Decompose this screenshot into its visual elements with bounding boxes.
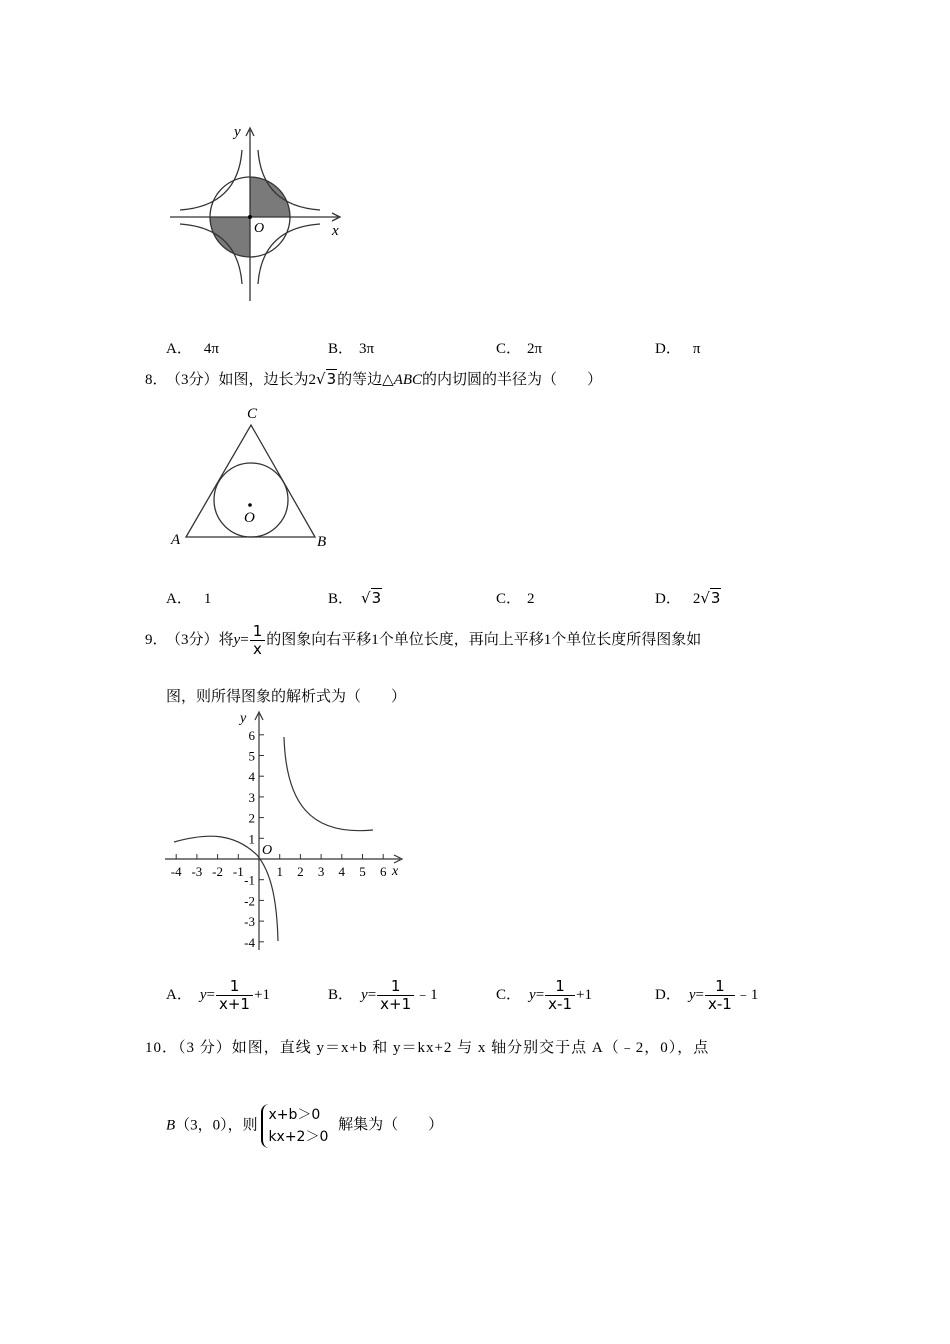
- x-tick-label: 5: [359, 864, 366, 879]
- y-tick-label: -3: [244, 914, 255, 930]
- y-tick-label: -1: [244, 872, 255, 888]
- q9-option-a[interactable]: A． y= $\frac{1}{x+1}$ +1: [166, 977, 270, 1014]
- q9-option-b[interactable]: B． y= $\frac{1}{x+1}$ ﹣1: [328, 977, 438, 1014]
- x-tick-label: -1: [232, 864, 244, 879]
- origin-label: O: [254, 221, 265, 236]
- vertex-a-label: A: [171, 532, 181, 548]
- q9-option-d[interactable]: D． y= $\frac{1}{x-1}$ ﹣1: [655, 977, 759, 1014]
- q10-stem: 10．（3 分）如图，直线 y＝x+b 和 y＝kx+2 与 x 轴分别交于点 A（﹣2，0），点: [145, 1040, 710, 1056]
- q7-option-b[interactable]: B． 3π: [328, 341, 375, 357]
- x-axis-label: x: [392, 864, 399, 879]
- q9-figure: [160, 708, 410, 953]
- y-tick-label: 4: [248, 769, 255, 785]
- vertex-c-label: C: [247, 406, 258, 422]
- q10-stem-line2: B（3，0），则 x+b＞0 kx+2＞0 解集为（ ）: [166, 1104, 443, 1148]
- curve-upper-right: [284, 737, 373, 831]
- q8-figure: [165, 398, 340, 553]
- q7-figure: [160, 118, 360, 308]
- x-tick-label: 1: [276, 864, 283, 879]
- y-tick-label: 3: [248, 789, 255, 805]
- origin-label: O: [262, 843, 273, 858]
- y-tick-label: 5: [248, 748, 255, 764]
- q7-option-d[interactable]: D． π: [655, 341, 701, 357]
- q8-option-c[interactable]: C． 2: [496, 591, 535, 607]
- center-o-label: O: [244, 510, 255, 526]
- x-tick-label: -2: [212, 864, 224, 879]
- y-tick-label: 6: [248, 727, 255, 743]
- q9-stem: 9． （3分）将y= $\frac{1}{x}$ 的图象向右平移1个单位长度，再向上平移1个单位长度所得图象如: [145, 622, 702, 659]
- q7-option-c[interactable]: C． 2π: [496, 341, 543, 357]
- q9-stem-line2: 图，则所得图象的解析式为（ ）: [166, 689, 407, 705]
- x-tick-label: 2: [297, 864, 304, 879]
- x-tick-label: 6: [379, 864, 387, 879]
- y-tick-label: 1: [248, 831, 255, 847]
- x-tick-label: 3: [317, 864, 325, 879]
- y-tick-label: -2: [244, 893, 255, 909]
- x-tick-label: 4: [338, 864, 346, 879]
- q8-option-a[interactable]: A． 1: [166, 591, 212, 607]
- q7-option-a[interactable]: A． 4π: [166, 341, 219, 357]
- x-tick-label: -4: [170, 864, 182, 879]
- q8-option-d[interactable]: D． 2√3: [655, 589, 721, 607]
- x-axis-label: x: [332, 223, 339, 239]
- x-tick-label: -3: [191, 864, 203, 879]
- q8-stem: 8． （3分）如图，边长为2√3的等边△ABC的内切圆的半径为（ ）: [145, 370, 603, 388]
- y-axis-label: y: [234, 124, 241, 140]
- q9-option-c[interactable]: C． y= $\frac{1}{x-1}$ +1: [496, 977, 592, 1014]
- q8-option-b[interactable]: B． √3: [328, 589, 382, 607]
- inequality-system: x+b＞0 kx+2＞0: [261, 1104, 328, 1148]
- y-tick-label: 2: [248, 810, 255, 826]
- y-axis-label: y: [240, 711, 247, 726]
- vertex-b-label: B: [317, 534, 327, 550]
- y-tick-label: -4: [244, 934, 255, 950]
